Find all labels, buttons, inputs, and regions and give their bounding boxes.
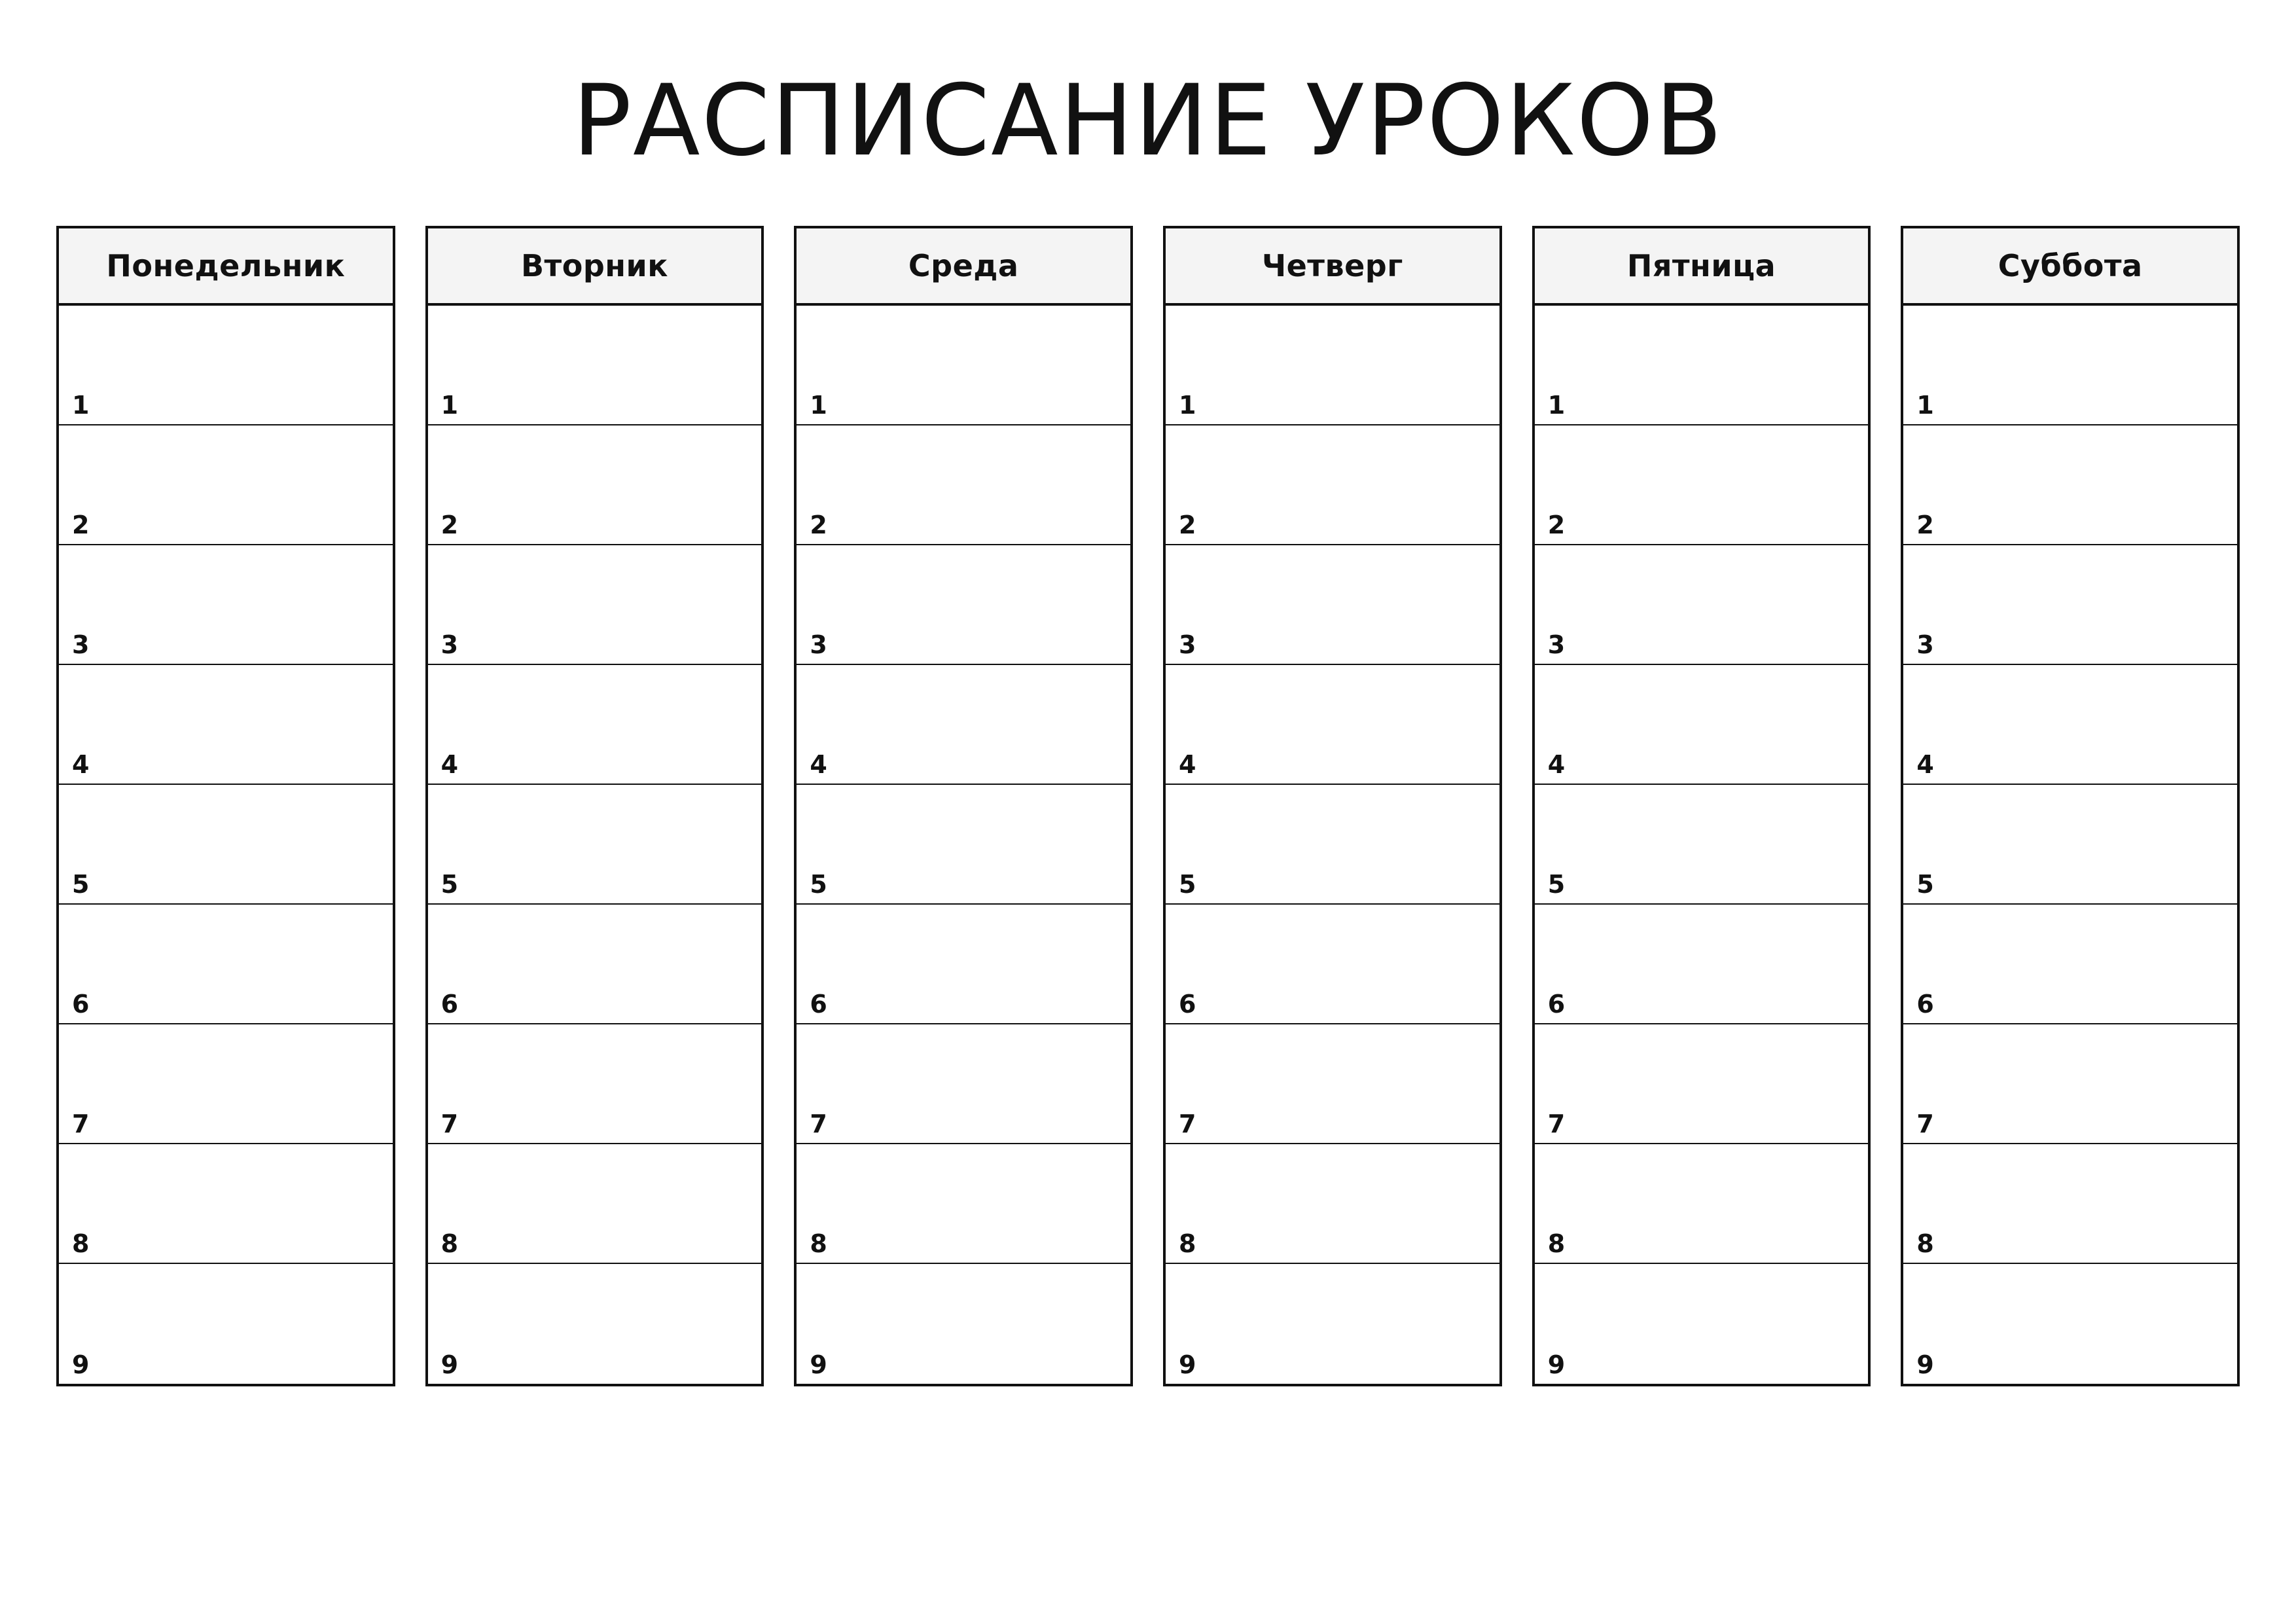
lesson-slots-tuesday [428,306,762,1384]
lesson-slots-saturday [1903,306,2237,1384]
lesson-slots-monday [59,306,393,1384]
day-column-friday [1532,226,1871,1386]
lesson-number: 1 [440,391,459,420]
day-column-tuesday [425,226,764,1386]
lesson-slots-friday [1535,306,1869,1384]
lesson-number: 3 [810,630,827,659]
lesson-number: 7 [1916,1110,1934,1138]
lesson-number: 7 [810,1110,827,1138]
lesson-slot[interactable] [1166,1144,1499,1264]
lesson-number: 3 [1179,630,1196,659]
lesson-number: 7 [1547,1110,1566,1138]
page-title: РАСПИСАНИЕ УРОКОВ [572,64,1724,178]
lesson-number: 7 [72,1110,90,1138]
lesson-slot[interactable] [1166,1024,1499,1144]
day-columns [56,226,2240,1386]
lesson-number: 4 [1547,750,1566,779]
lesson-number: 1 [1916,391,1934,420]
lesson-number: 5 [1916,870,1934,899]
lesson-number: 8 [810,1229,827,1258]
lesson-slot[interactable] [1166,1264,1499,1384]
lesson-number: 4 [810,750,827,779]
lesson-number: 2 [440,511,459,539]
day-header-thursday: Четверг [1166,228,1499,306]
lesson-slot[interactable] [1903,425,2237,545]
lesson-slot[interactable] [1535,306,1869,425]
day-header-monday: Понедельник [59,228,393,306]
day-header-tuesday: Вторник [428,228,762,306]
lesson-number: 7 [440,1110,459,1138]
lesson-slot[interactable] [797,1264,1130,1384]
lesson-number: 8 [440,1229,459,1258]
lesson-number: 5 [1179,870,1196,899]
lesson-slot[interactable] [1535,785,1869,905]
lesson-slot[interactable] [428,665,762,785]
lesson-number: 8 [1179,1229,1196,1258]
lesson-slot[interactable] [1166,545,1499,665]
lesson-slot[interactable] [59,1024,393,1144]
lesson-number: 9 [1179,1350,1196,1379]
lesson-number: 1 [1179,391,1196,420]
lesson-slot[interactable] [1166,306,1499,425]
day-column-saturday [1901,226,2240,1386]
lesson-number: 3 [1916,630,1934,659]
lesson-number: 5 [440,870,459,899]
lesson-slot[interactable] [428,545,762,665]
day-column-thursday [1163,226,1502,1386]
lesson-number: 9 [72,1350,90,1379]
lesson-slot[interactable] [428,1144,762,1264]
lesson-slot[interactable] [797,665,1130,785]
lesson-number: 9 [1547,1350,1566,1379]
lesson-slot[interactable] [1535,545,1869,665]
lesson-slot[interactable] [1903,1024,2237,1144]
lesson-slot[interactable] [797,1144,1130,1264]
lesson-slot[interactable] [59,665,393,785]
lesson-number: 1 [72,391,90,420]
lesson-slot[interactable] [1166,425,1499,545]
lesson-slot[interactable] [1903,1144,2237,1264]
lesson-number: 6 [1547,990,1566,1019]
lesson-number: 5 [810,870,827,899]
lesson-slot[interactable] [1903,545,2237,665]
lesson-slot[interactable] [1535,905,1869,1024]
lesson-slot[interactable] [428,785,762,905]
lesson-number: 4 [440,750,459,779]
lesson-slot[interactable] [1903,905,2237,1024]
lesson-number: 1 [1547,391,1566,420]
lesson-slot[interactable] [59,425,393,545]
lesson-slot[interactable] [59,545,393,665]
lesson-number: 2 [1547,511,1566,539]
day-header-saturday: Суббота [1903,228,2237,306]
lesson-number: 5 [1547,870,1566,899]
lesson-number: 2 [810,511,827,539]
lesson-number: 5 [72,870,90,899]
day-header-wednesday: Среда [797,228,1130,306]
lesson-number: 8 [72,1229,90,1258]
lesson-number: 9 [440,1350,459,1379]
lesson-number: 7 [1179,1110,1196,1138]
lesson-slot[interactable] [797,306,1130,425]
lesson-slot[interactable] [797,905,1130,1024]
lesson-slot[interactable] [1166,665,1499,785]
lesson-number: 2 [1916,511,1934,539]
lesson-number: 9 [810,1350,827,1379]
lesson-slot[interactable] [428,905,762,1024]
lesson-number: 3 [72,630,90,659]
day-header-friday: Пятница [1535,228,1869,306]
lesson-slot[interactable] [1903,306,2237,425]
lesson-slot[interactable] [428,425,762,545]
lesson-slot[interactable] [1535,1024,1869,1144]
lesson-number: 4 [72,750,90,779]
lesson-slots-wednesday [797,306,1130,1384]
lesson-slots-thursday [1166,306,1499,1384]
lesson-number: 6 [1179,990,1196,1019]
lesson-slot[interactable] [59,306,393,425]
lesson-slot[interactable] [59,905,393,1024]
lesson-slot[interactable] [797,785,1130,905]
lesson-number: 6 [1916,990,1934,1019]
lesson-slot[interactable] [428,306,762,425]
lesson-slot[interactable] [1903,1264,2237,1384]
lesson-slot[interactable] [797,1024,1130,1144]
lesson-number: 8 [1547,1229,1566,1258]
lesson-slot[interactable] [797,425,1130,545]
lesson-number: 6 [810,990,827,1019]
day-column-monday [56,226,395,1386]
lesson-slot[interactable] [1166,785,1499,905]
lesson-slot[interactable] [1535,665,1869,785]
lesson-slot[interactable] [1535,425,1869,545]
lesson-number: 9 [1916,1350,1934,1379]
lesson-slot[interactable] [1166,905,1499,1024]
lesson-slot[interactable] [1535,1144,1869,1264]
lesson-slot[interactable] [59,1144,393,1264]
lesson-number: 4 [1916,750,1934,779]
lesson-number: 2 [72,511,90,539]
lesson-number: 3 [1547,630,1566,659]
lesson-number: 8 [1916,1229,1934,1258]
lesson-slot[interactable] [1903,785,2237,905]
lesson-slot[interactable] [797,545,1130,665]
lesson-slot[interactable] [1535,1264,1869,1384]
lesson-slot[interactable] [1903,665,2237,785]
lesson-slot[interactable] [59,785,393,905]
lesson-number: 6 [72,990,90,1019]
lesson-number: 1 [810,391,827,420]
lesson-number: 2 [1179,511,1196,539]
lesson-slot[interactable] [428,1024,762,1144]
lesson-number: 3 [440,630,459,659]
lesson-slot[interactable] [428,1264,762,1384]
lesson-number: 4 [1179,750,1196,779]
lesson-slot[interactable] [59,1264,393,1384]
lesson-number: 6 [440,990,459,1019]
day-column-wednesday [794,226,1133,1386]
